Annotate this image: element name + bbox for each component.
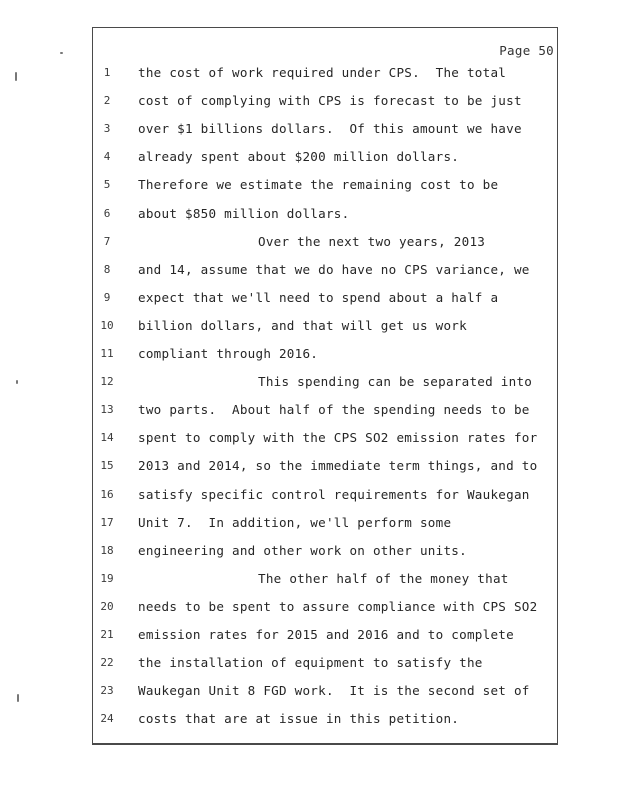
scan-speck <box>60 52 63 54</box>
transcript-line <box>0 541 618 561</box>
transcript-line <box>0 204 618 224</box>
transcript-line <box>0 91 618 111</box>
line-text: the installation of equipment to satisfy the <box>138 655 483 671</box>
transcript-line <box>0 485 618 505</box>
transcript-line <box>0 119 618 139</box>
line-text: 2013 and 2014, so the immediate term things, and to <box>138 458 538 474</box>
line-text: about $850 million dollars. <box>138 205 350 221</box>
line-number: 10 <box>100 318 114 332</box>
line-number: 15 <box>100 459 114 473</box>
transcript-line <box>0 681 618 701</box>
line-number: 9 <box>103 290 111 304</box>
line-number: 19 <box>100 571 114 585</box>
scan-speck <box>15 72 17 81</box>
line-number: 6 <box>103 206 111 220</box>
line-number: 3 <box>103 122 111 136</box>
transcript-line <box>0 513 618 533</box>
line-text: cost of complying with CPS is forecast to be just <box>138 93 522 109</box>
line-text: Waukegan Unit 8 FGD work. It is the second set of <box>138 683 530 699</box>
scan-speck <box>16 380 18 384</box>
transcript-line <box>0 456 618 476</box>
line-text: satisfy specific control requirements for Waukegan <box>138 486 530 502</box>
line-number: 8 <box>103 262 111 276</box>
line-text: the cost of work required under CPS. The total <box>138 65 507 80</box>
transcript-line <box>0 344 618 364</box>
line-text: expect that we'll need to spend about a half a <box>138 289 499 305</box>
transcript-line <box>0 709 618 729</box>
transcript-line <box>0 288 618 308</box>
line-number: 13 <box>100 403 114 417</box>
line-number: 21 <box>100 628 114 641</box>
line-text: engineering and other work on other units. <box>138 542 467 558</box>
line-number: 12 <box>100 375 114 389</box>
line-number: 22 <box>100 656 114 670</box>
line-text: billion dollars, and that will get us work <box>138 317 467 333</box>
line-text: over $1 billions dollars. Of this amount we have <box>138 121 522 137</box>
line-text: and 14, assume that we do have no CPS variance, we <box>138 261 530 277</box>
line-number: 4 <box>103 150 111 164</box>
scan-speck <box>17 694 19 702</box>
line-number: 14 <box>100 431 114 445</box>
line-text: already spent about $200 million dollars. <box>138 149 460 165</box>
line-text: Therefore we estimate the remaining cost to be <box>138 177 499 193</box>
line-number: 17 <box>100 515 114 529</box>
line-number: 5 <box>103 178 111 192</box>
transcript-line <box>0 260 618 280</box>
transcript-line <box>0 428 618 448</box>
line-text: This spending can be separated into <box>258 374 533 390</box>
transcript-line <box>0 625 618 645</box>
line-number: 18 <box>100 543 114 557</box>
transcript-line <box>0 175 618 195</box>
line-text: costs that are at issue in this petition. <box>138 711 460 727</box>
line-text: The other half of the money that <box>258 570 509 586</box>
line-text: emission rates for 2015 and 2016 and to complete <box>138 627 514 642</box>
transcript-line <box>0 316 618 336</box>
transcript-line <box>0 232 618 252</box>
line-text: needs to be spent to assure compliance with CPS SO2 <box>138 598 538 614</box>
line-number: 23 <box>100 684 114 698</box>
transcript-line <box>0 597 618 617</box>
line-text: Unit 7. In addition, we'll perform some <box>138 514 452 530</box>
transcript-line <box>0 569 618 589</box>
line-number: 2 <box>103 94 111 108</box>
line-number: 24 <box>100 712 114 726</box>
transcript-line <box>0 63 618 83</box>
line-text: two parts. About half of the spending needs to be <box>138 402 530 418</box>
transcript-line <box>0 147 618 167</box>
transcript-line <box>0 400 618 420</box>
transcript-line <box>0 653 618 673</box>
line-text: compliant through 2016. <box>138 346 319 361</box>
line-number: 1 <box>103 66 111 79</box>
line-number: 7 <box>103 234 111 248</box>
line-text: spent to comply with the CPS SO2 emission rates for <box>138 430 538 446</box>
line-text: Over the next two years, 2013 <box>258 233 486 249</box>
line-number: 16 <box>100 487 114 501</box>
transcript-line <box>0 372 618 392</box>
page-number: Page 50 <box>499 43 554 58</box>
line-number: 20 <box>100 599 114 613</box>
line-number: 11 <box>100 347 114 360</box>
